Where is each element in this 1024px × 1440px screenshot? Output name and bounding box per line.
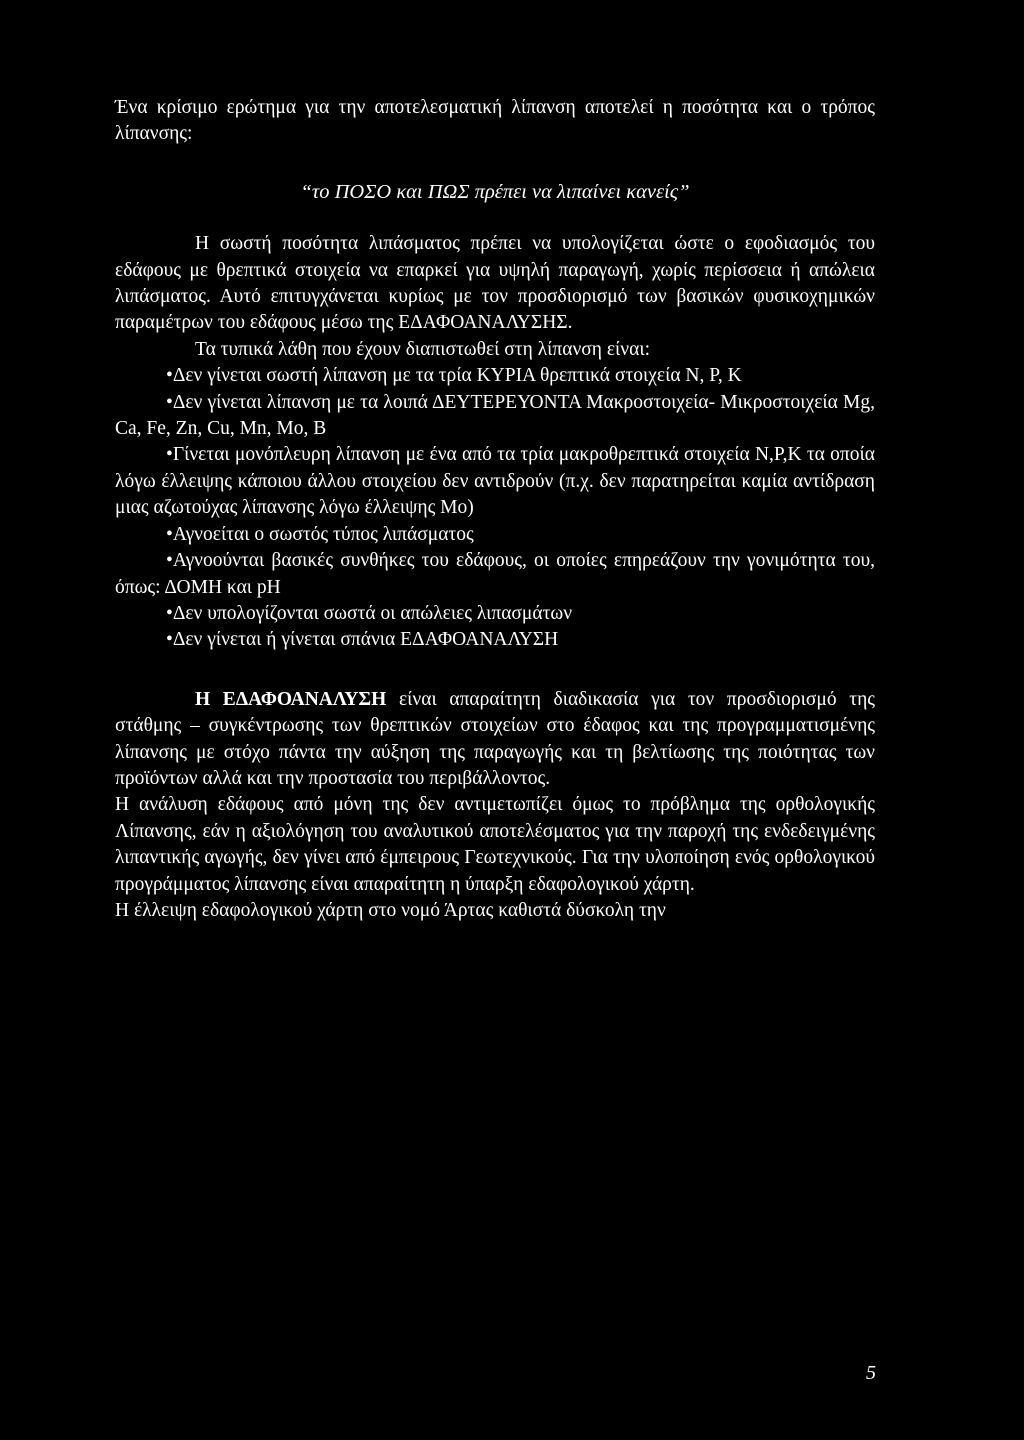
soil-analysis-text: είναι απαραίτητη διαδικασία για τον προσδιορισμό της στάθμης – συγκέντρωσης των θρεπτικών στοιχείων στο έδαφος και της προγραμματισμένης λίπανσης με στόχο πάντα την αύξηση της παραγωγής και τη βελτίωσης της ποιότητας των προϊόντων αλλά και την προστασία του περιβάλλοντος. — [115, 688, 875, 789]
intro-paragraph: Ένα κρίσιμο ερώτημα για την αποτελεσματική λίπανση αποτελεί η ποσότητα και ο τρόπος λίπανσης: — [115, 97, 875, 145]
bullet-item: •Αγνοούνται βασικές συνθήκες του εδάφους, οι οποίες επηρεάζουν την γονιμότητα του, όπως: ΔΟΜΗ και pH — [115, 550, 875, 598]
bullet-item: •Γίνεται μονόπλευρη λίπανση με ένα από τα τρία μακροθρεπτικά στοιχεία N,P,K τα οποία λόγω έλλειψης κάποιου άλλου στοιχείου δεν αντιδρούν (π.χ. δεν παρατηρείται καμία αντίδραση μιας αζωτούχας λίπανσης λόγω έλλειψης Mo) — [115, 444, 875, 519]
bullet-item: •Δεν υπολογίζονται σωστά οι απώλειες λιπασμάτων — [166, 602, 573, 624]
errors-intro: Τα τυπικά λάθη που έχουν διαπιστωθεί στη λίπανση είναι: — [195, 338, 651, 360]
paragraph-analysis-evaluation: Η ανάλυση εδάφους από μόνη της δεν αντιμετωπίζει όμως το πρόβλημα της ορθολογικής Λίπανσης, εάν η αξιολόγηση του αναλυτικού αποτελέσματος για την παροχή της ενδεδειγμένης λιπαντικής αγωγής, δεν γίνει από έμπειρους Γεωτεχνικούς. Για την υλοποίηση ενός ορθολογικού προγράμματος λίπανσης είναι απαραίτητη η ύπαρξη εδαφολογικού χάρτη. — [115, 794, 875, 895]
paragraph-fertilizer-quantity: Η σωστή ποσότητα λιπάσματος πρέπει να υπολογίζεται ώστε ο εφοδιασμός του εδάφους με θρεπτικά στοιχεία να επαρκεί για υψηλή παραγωγή, χωρίς περίσσεια ή απώλεια λιπάσματος. Αυτό επιτυγχάνεται κυρίως με τον προσδιορισμό των βασικών φυσικοχημικών παραμέτρων του εδάφους μέσω της ΕΔΑΦΟΑΝΑΛΥΣΗΣ. — [115, 233, 875, 334]
page-number: 5 — [866, 1362, 876, 1384]
paragraph-soil-map: Η έλλειψη εδαφολογικού χάρτη στο νομό Άρτας καθιστά δύσκολη την — [115, 899, 666, 921]
bullet-item: •Δεν γίνεται ή γίνεται σπάνια ΕΔΑΦΟΑΝΑΛΥΣΗ — [166, 629, 559, 651]
bullet-item: •Αγνοείται ο σωστός τύπος λιπάσματος — [166, 523, 474, 545]
bullet-item: •Δεν γίνεται λίπανση με τα λοιπά ΔΕΥΤΕΡΕΥΟΝΤΑ Μακροστοιχεία- Μικροστοιχεία Mg, Ca, Fe, Zn, Cu, Mn, Mo, B — [115, 391, 875, 440]
quote-line: “το ΠΟΣΟ και ΠΩΣ πρέπει να λιπαίνει κανείς” — [300, 180, 690, 203]
bullet-item: •Δεν γίνεται σωστή λίπανση με τα τρία ΚΥΡΙΑ θρεπτικά στοιχεία N, P, K — [166, 365, 742, 387]
soil-analysis-heading: Η ΕΔΑΦΟΑΝΑΛΥΣΗ — [195, 688, 387, 710]
paragraph-soil-analysis — [115, 687, 875, 793]
document-body — [115, 95, 875, 924]
